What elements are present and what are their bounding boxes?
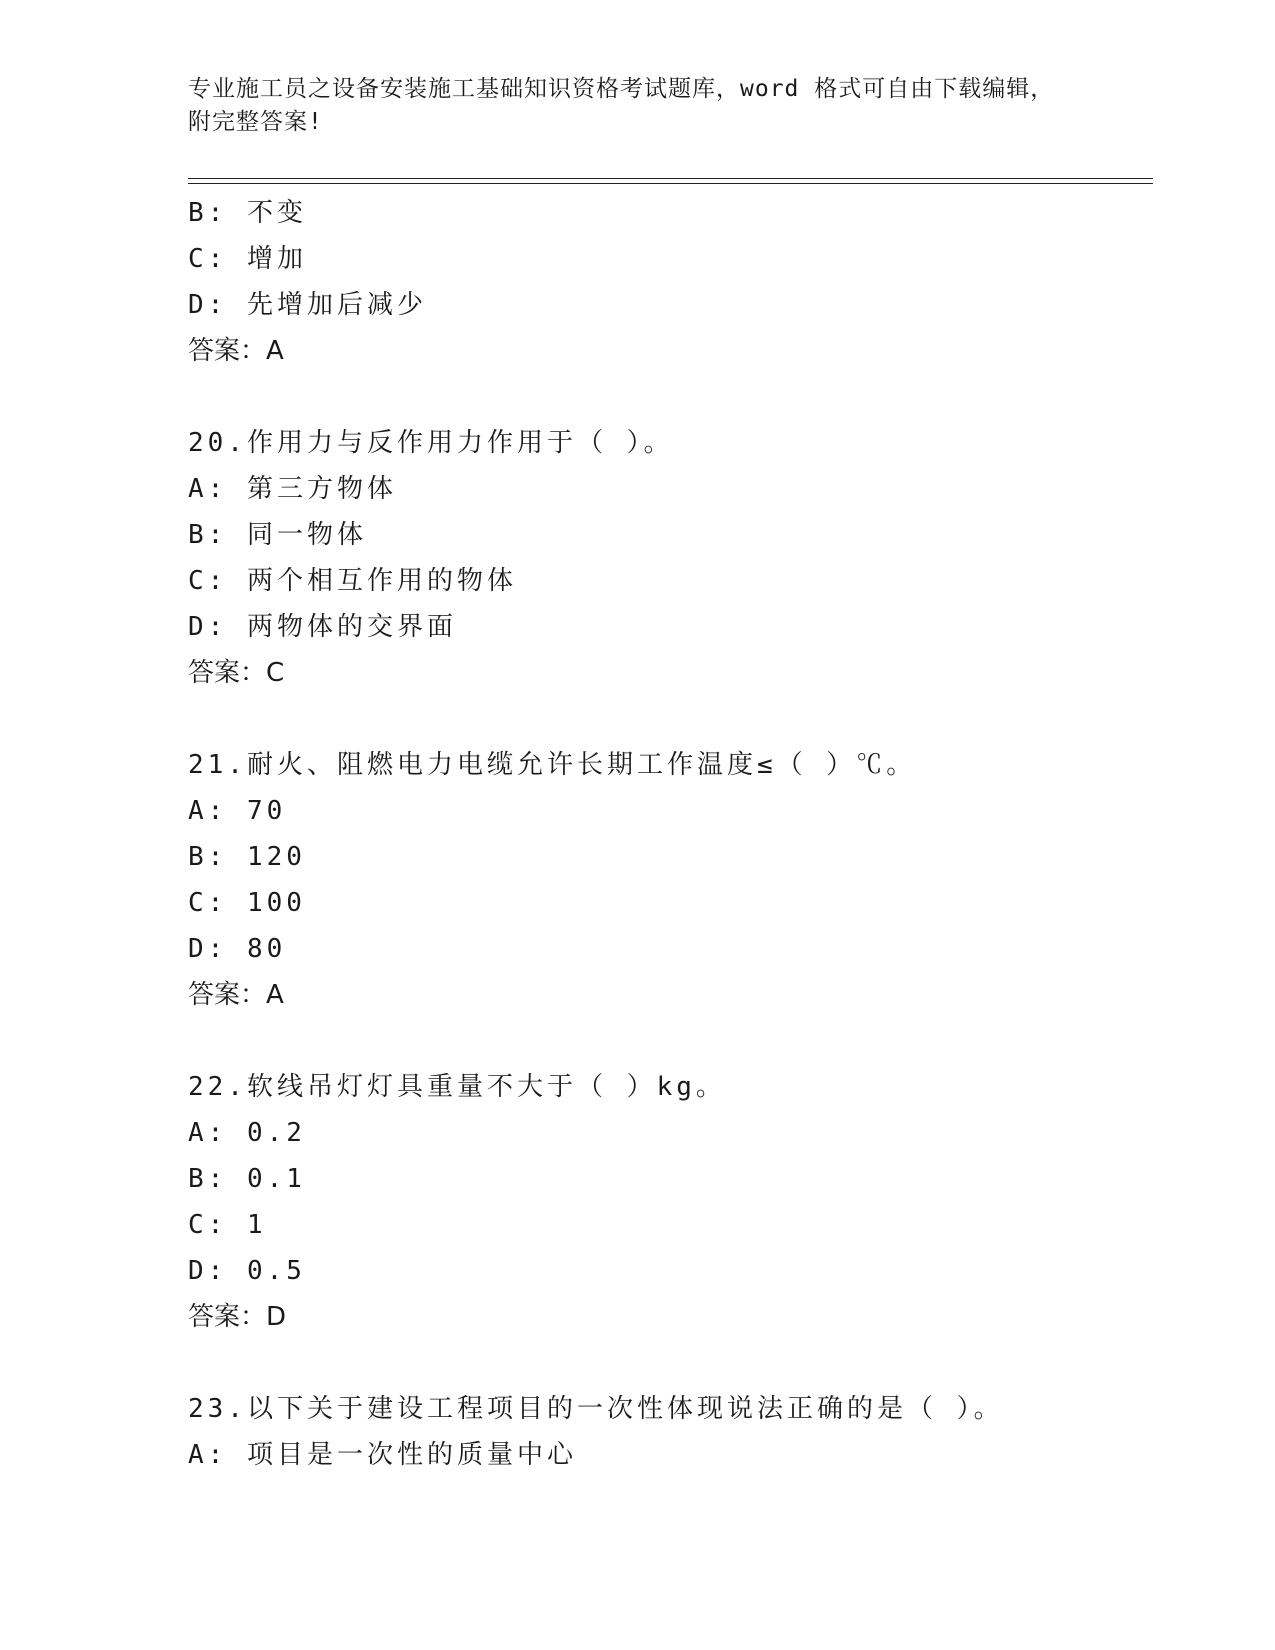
question-item (188, 742, 1148, 1018)
option-line: D: 80 (188, 934, 287, 964)
answer-line: 答案：D (188, 1302, 287, 1332)
option-line: C: 100 (188, 888, 306, 918)
question-stem: 23.以下关于建设工程项目的一次性体现说法正确的是（ ）。 (188, 1394, 1004, 1424)
option-line: B: 不变 (188, 198, 307, 228)
option-line: D: 两物体的交界面 (188, 612, 457, 642)
option-line: B: 120 (188, 842, 306, 872)
question-stem: 22.软线吊灯灯具重量不大于（ ）kg。 (188, 1072, 726, 1102)
option-line: B: 0.1 (188, 1164, 306, 1194)
header-line-1: 专业施工员之设备安装施工基础知识资格考试题库，word 格式可自由下载编辑， (188, 76, 1055, 102)
spacer (188, 374, 1148, 420)
answer-line: 答案：A (188, 980, 284, 1010)
header-line-2: 附完整答案! (188, 109, 323, 135)
option-line: A: 0.2 (188, 1118, 306, 1148)
option-line: C: 增加 (188, 244, 307, 274)
option-line: A: 项目是一次性的质量中心 (188, 1440, 577, 1470)
spacer (188, 1018, 1148, 1064)
question-item (188, 420, 1148, 696)
question-stem: 20.作用力与反作用力作用于（ ）。 (188, 428, 674, 458)
option-line: C: 1 (188, 1210, 267, 1240)
option-line: B: 同一物体 (188, 520, 367, 550)
header-divider-bottom (188, 183, 1153, 184)
spacer (188, 696, 1148, 742)
question-stem: 21.耐火、阻燃电力电缆允许长期工作温度≤（ ）℃。 (188, 750, 917, 780)
question-list (188, 190, 1148, 1478)
option-line: D: 先增加后减少 (188, 290, 427, 320)
answer-line: 答案：C (188, 658, 285, 688)
question-item (188, 1064, 1148, 1340)
spacer (188, 1340, 1148, 1386)
option-line: D: 0.5 (188, 1256, 306, 1286)
option-line: C: 两个相互作用的物体 (188, 566, 517, 596)
question-item (188, 1386, 1148, 1478)
answer-line: 答案：A (188, 336, 284, 366)
option-line: A: 70 (188, 796, 287, 826)
option-line: A: 第三方物体 (188, 474, 397, 504)
header-divider-top (188, 178, 1153, 179)
continued-question (188, 190, 1148, 374)
document-header (188, 73, 1088, 139)
